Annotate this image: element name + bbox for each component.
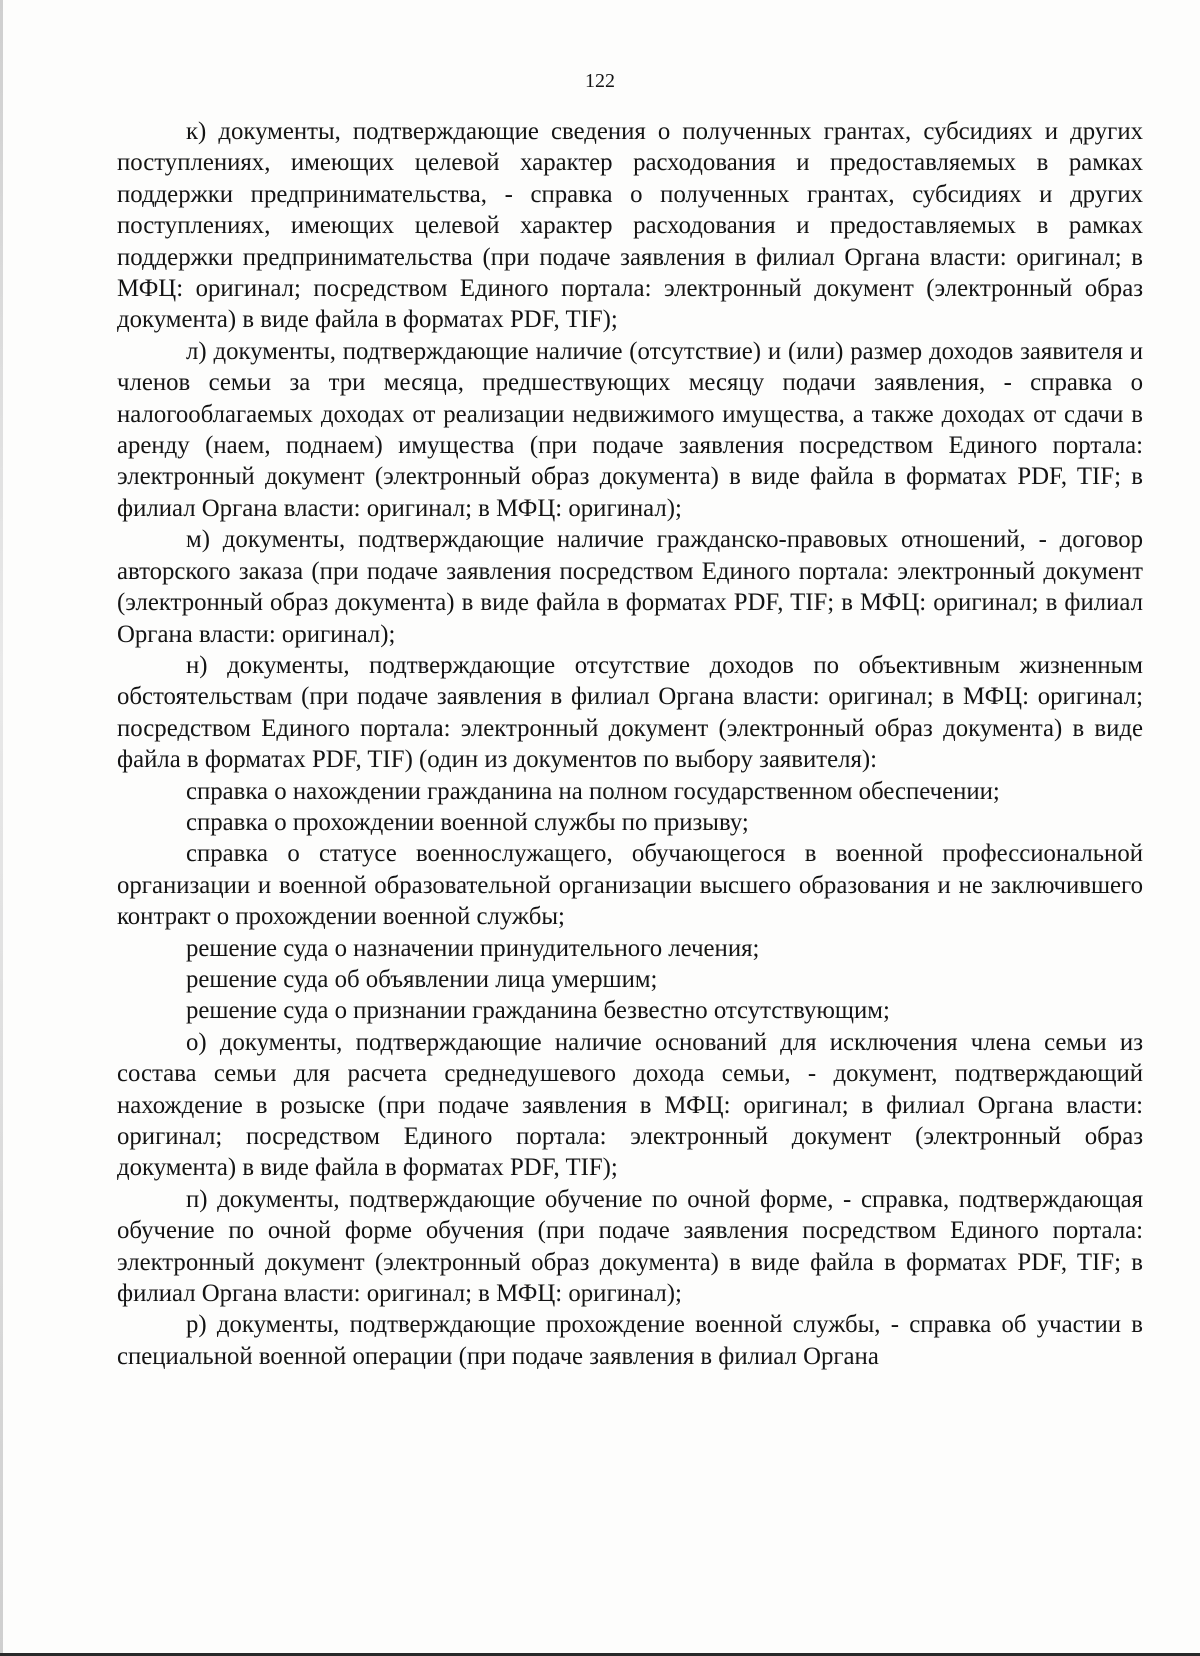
list-item-military-service: справка о прохождении военной службы по призыву; (186, 808, 749, 836)
list-item-court-missing: решение суда о признании гражданина безвестно отсутствующим; (186, 997, 890, 1025)
paragraph-o: о) документы, подтверждающие наличие оснований для исключения члена семьи из состава семьи для расчета среднедушевого дохода семьи, - документ, подтверждающий нахождение в розыске (при подаче заявления в МФЦ: оригинал; в филиал Органа власти: оригинал; посредством Единого портала: электронный документ (электронный образ документа) в виде файла в форматах PDF, TIF); (117, 1028, 1143, 1182)
scan-left-edge (0, 0, 3, 1656)
paragraph-k: к) документы, подтверждающие сведения о полученных грантах, субсидиях и других поступлениях, имеющих целевой характер расходования и предоставляемых в рамках поддержки предпринимательства, - справка о полученных грантах, субсидиях и других поступлениях, имеющих целевой характер расходования и предоставляемых в рамках поддержки предпринимательства (при подаче заявления в филиал Органа власти: оригинал; в МФЦ: оригинал; посредством Единого портала: электронный документ (электронный образ документа) в виде файла в форматах PDF, TIF); (117, 118, 1143, 334)
list-item-court-treatment: решение суда о назначении принудительного лечения; (186, 934, 760, 962)
page-number: 122 (585, 70, 615, 92)
paragraph-m: м) документы, подтверждающие наличие гражданско-правовых отношений, - договор авторского заказа (при подаче заявления посредством Единого портала: электронный документ (электронный образ документа) в виде файла в форматах PDF, TIF; в МФЦ: оригинал; в филиал Органа власти: оригинал); (117, 526, 1143, 648)
document-body (117, 116, 1143, 1372)
paragraph-p: п) документы, подтверждающие обучение по очной форме, - справка, подтверждающая обучение по очной форме обучения (при подаче заявления посредством Единого портала: электронный документ (электронный образ документа) в виде файла в форматах PDF, TIF; в филиал Органа власти: оригинал; в МФЦ: оригинал); (117, 1185, 1143, 1308)
paragraph-n: н) документы, подтверждающие отсутствие доходов по объективным жизненным обстоятельствам (при подаче заявления в филиал Органа власти: оригинал; в МФЦ: оригинал; посредством Единого портала: электронный документ (электронный образ документа) в виде файла в форматах PDF, TIF) (один из документов по выбору заявителя): (117, 651, 1143, 774)
paragraph-l: л) документы, подтверждающие наличие (отсутствие) и (или) размер доходов заявителя и членов семьи за три месяца, предшествующих месяцу подачи заявления, - справка о налогооблагаемых доходах от реализации недвижимого имущества, а также доходах от сдачи в аренду (наем, поднаем) имущества (при подаче заявления посредством Единого портала: электронный документ (электронный образ документа) в виде файла в форматах PDF, TIF; в филиал Органа власти: оригинал; в МФЦ: оригинал); (117, 337, 1143, 522)
list-item-court-deceased: решение суда об объявлении лица умершим; (186, 965, 658, 993)
list-item-state-support: справка о нахождении гражданина на полном государственном обеспечении; (186, 777, 1000, 805)
paragraph-r: р) документы, подтверждающие прохождение военной службы, - справка об участии в специальной военной операции (при подаче заявления в филиал Органа (117, 1311, 1143, 1370)
list-item-cadet-status: справка о статусе военнослужащего, обучающегося в военной профессиональной организации и военной образовательной организации высшего образования и не заключившего контракт о прохождении военной службы; (117, 840, 1143, 931)
